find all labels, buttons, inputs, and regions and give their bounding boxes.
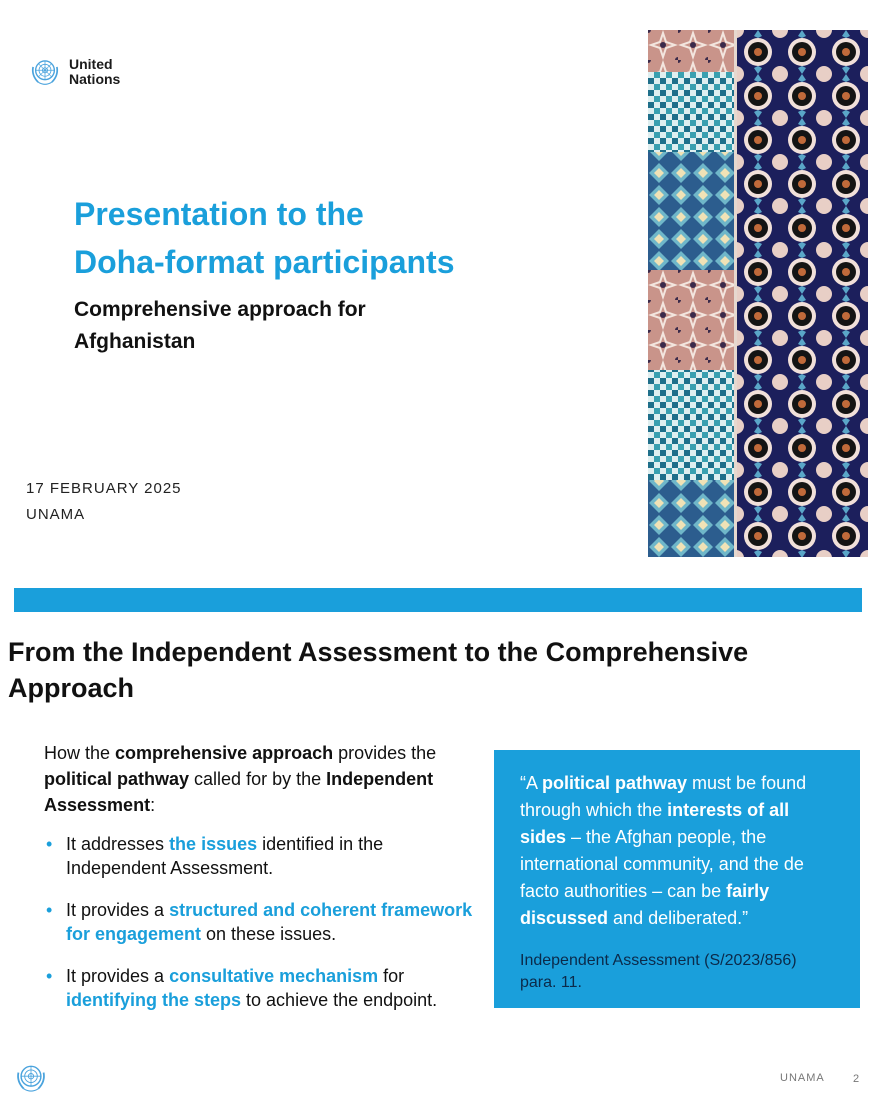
un-emblem-icon (28, 55, 62, 89)
intro-bold-term: Independent Assessment (44, 769, 434, 815)
un-emblem-icon (13, 1060, 49, 1096)
title-line2: Doha-format participants (74, 244, 455, 280)
bullet-dot-icon: • (46, 900, 53, 920)
intro-bold-term: comprehensive approach (115, 743, 334, 763)
logo-line2: Nations (69, 71, 121, 87)
subtitle-line2: Afghanistan (74, 330, 196, 353)
presentation-subtitle (74, 294, 494, 358)
list-item: • It addresses the issues identified in the Independent Assessment. (46, 834, 384, 878)
bullet-list (44, 832, 474, 1030)
logo-line1: United (69, 56, 113, 72)
title-line1: Presentation to the (74, 196, 364, 232)
presentation-date: 17 FEBRUARY 2025 (26, 480, 182, 497)
intro-text: How the (44, 743, 116, 763)
intro-bold-term: political pathway (44, 769, 190, 789)
tile-mosaic-image (648, 30, 868, 557)
subtitle-line1: Comprehensive approach for (74, 298, 366, 321)
list-item: • It provides a consultative mechanism for identifying the steps to achieve the endpoint. (46, 966, 438, 1010)
highlight-text: identifying the steps (66, 990, 242, 1010)
quote-source: Independent Assessment (S/2023/856) para. 11. (520, 952, 797, 991)
slide-divider-bar (14, 588, 862, 612)
intro-text: provides the (333, 743, 437, 763)
heading-line1: From the Independent Assessment to the Comprehensive (8, 637, 749, 667)
intro-text: : (150, 795, 156, 815)
highlight-text: structured and coherent framework for engagement (66, 900, 473, 944)
bullet-dot-icon: • (46, 966, 53, 986)
highlight-text: consultative mechanism (169, 966, 379, 986)
list-item: • It provides a structured and coherent framework for engagement on these issues. (46, 900, 473, 944)
slide2-heading (8, 634, 848, 706)
footer-org: UNAMA (780, 1072, 825, 1084)
highlight-text: the issues (169, 834, 258, 854)
quote-box (494, 750, 860, 1008)
un-logo (28, 55, 120, 89)
intro-paragraph (44, 740, 474, 818)
presentation-title (74, 190, 594, 286)
heading-line2: Approach (8, 673, 135, 703)
presentation-org: UNAMA (26, 506, 86, 523)
page-number: 2 (853, 1073, 860, 1085)
bullet-dot-icon: • (46, 834, 53, 854)
un-logo-text (69, 57, 120, 87)
quote-text: “A political pathway must be found through which the interests of all sides – the Afghan people, the international community, and the de facto authorities – can be fairly discussed and deliberated.” (520, 773, 807, 928)
intro-text: called for by the (189, 769, 327, 789)
